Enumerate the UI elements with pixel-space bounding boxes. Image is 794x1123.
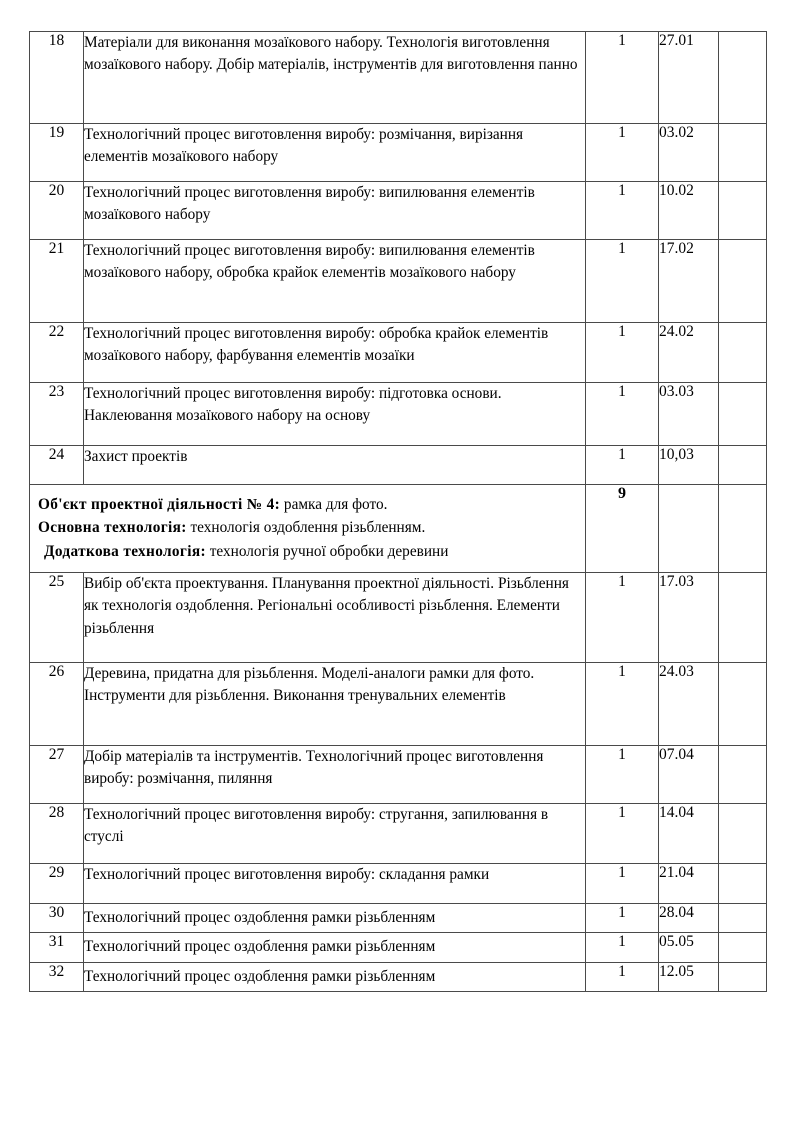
section-heading-cell [30,485,586,573]
row-note-cell [719,383,767,446]
table-row [30,383,767,446]
row-topic-cell: Добір матеріалів та інструментів. Технологічний процес виготовлення виробу: розмічання, пиляння [84,746,586,804]
row-topic-cell: Технологічний процес оздоблення рамки різьбленням [84,962,586,991]
table-section-row [30,485,767,573]
section-heading-label: Основна технологія: [38,519,187,537]
table-row [30,573,767,663]
row-date-cell: 14.04 [659,804,719,864]
section-heading-line [38,516,579,539]
row-number-cell: 29 [30,864,84,904]
row-topic-cell: Технологічний процес виготовлення виробу: підготовка основи. Наклеювання мозаїкового набору на основу [84,383,586,446]
table-row [30,933,767,962]
row-topic-cell: Технологічний процес оздоблення рамки різьбленням [84,933,586,962]
row-note-cell [719,182,767,240]
table-row [30,124,767,182]
row-hours-cell: 1 [586,663,659,746]
row-topic-cell: Технологічний процес виготовлення виробу: обробка крайок елементів мозаїкового набору, фарбування елементів мозаїки [84,323,586,383]
row-topic-cell: Захист проектів [84,446,586,485]
row-number-cell: 18 [30,32,84,124]
row-note-cell [719,663,767,746]
row-topic-cell: Матеріали для виконання мозаїкового набору. Технологія виготовлення мозаїкового набору. Добір матеріалів, інструментів для виготовлення панно [84,32,586,124]
row-note-cell [719,746,767,804]
section-heading-value: рамка для фото. [280,496,388,514]
row-topic-cell: Технологічний процес виготовлення виробу: випилювання елементів мозаїкового набору, обробка крайок елементів мозаїкового набору [84,240,586,323]
section-heading-line [38,493,579,516]
table-row [30,182,767,240]
plan-table-wrapper [29,31,766,992]
row-date-cell: 28.04 [659,904,719,933]
row-date-cell: 17.03 [659,573,719,663]
section-date-cell [659,485,719,573]
row-topic-cell: Вибір об'єкта проектування. Планування проектної діяльності. Різьблення як технологія оздоблення. Регіональні особливості різьблення. Елементи різьблення [84,573,586,663]
row-date-cell: 24.03 [659,663,719,746]
row-date-cell: 05.05 [659,933,719,962]
section-hours-cell: 9 [586,485,659,573]
row-date-cell: 27.01 [659,32,719,124]
row-topic-cell: Технологічний процес виготовлення виробу: випилювання елементів мозаїкового набору [84,182,586,240]
row-note-cell [719,573,767,663]
row-date-cell: 12.05 [659,962,719,991]
table-row [30,32,767,124]
row-topic-cell: Технологічний процес виготовлення виробу: стругання, запилювання в стуслі [84,804,586,864]
row-date-cell: 17.02 [659,240,719,323]
row-number-cell: 19 [30,124,84,182]
section-heading-line [38,540,579,563]
row-date-cell: 21.04 [659,864,719,904]
row-hours-cell: 1 [586,383,659,446]
row-number-cell: 26 [30,663,84,746]
section-note-cell [719,485,767,573]
row-hours-cell: 1 [586,182,659,240]
plan-table-body [30,32,767,992]
row-date-cell: 10.02 [659,182,719,240]
row-note-cell [719,933,767,962]
section-heading-label: Додаткова технологія: [44,542,206,560]
table-row [30,804,767,864]
section-heading-value: технологія оздоблення різьбленням. [186,519,426,537]
table-row [30,864,767,904]
table-row [30,962,767,991]
row-number-cell: 24 [30,446,84,485]
row-hours-cell: 1 [586,962,659,991]
table-row [30,446,767,485]
row-number-cell: 25 [30,573,84,663]
row-hours-cell: 1 [586,746,659,804]
table-row [30,663,767,746]
row-number-cell: 32 [30,962,84,991]
row-topic-cell: Технологічний процес виготовлення виробу: складання рамки [84,864,586,904]
row-note-cell [719,323,767,383]
row-hours-cell: 1 [586,933,659,962]
row-note-cell [719,240,767,323]
row-number-cell: 27 [30,746,84,804]
calendar-plan-table [29,31,767,992]
row-number-cell: 21 [30,240,84,323]
table-row [30,323,767,383]
row-hours-cell: 1 [586,323,659,383]
row-note-cell [719,962,767,991]
row-note-cell [719,32,767,124]
row-hours-cell: 1 [586,446,659,485]
row-number-cell: 31 [30,933,84,962]
table-row [30,904,767,933]
table-row [30,240,767,323]
table-row [30,746,767,804]
row-topic-cell: Технологічний процес оздоблення рамки різьбленням [84,904,586,933]
row-hours-cell: 1 [586,573,659,663]
row-hours-cell: 1 [586,240,659,323]
row-topic-cell: Деревина, придатна для різьблення. Моделі-аналоги рамки для фото. Інструменти для різьблення. Виконання тренувальних елементів [84,663,586,746]
row-date-cell: 07.04 [659,746,719,804]
row-hours-cell: 1 [586,124,659,182]
row-note-cell [719,804,767,864]
row-hours-cell: 1 [586,904,659,933]
row-hours-cell: 1 [586,32,659,124]
row-number-cell: 22 [30,323,84,383]
row-note-cell [719,904,767,933]
row-date-cell: 24.02 [659,323,719,383]
row-number-cell: 28 [30,804,84,864]
row-date-cell: 03.03 [659,383,719,446]
row-note-cell [719,124,767,182]
row-note-cell [719,864,767,904]
row-hours-cell: 1 [586,804,659,864]
row-date-cell: 10,03 [659,446,719,485]
row-note-cell [719,446,767,485]
section-heading-value: технологія ручної обробки деревини [205,542,449,560]
row-topic-cell: Технологічний процес виготовлення виробу: розмічання, вирізання елементів мозаїкового набору [84,124,586,182]
row-number-cell: 20 [30,182,84,240]
row-number-cell: 30 [30,904,84,933]
section-heading-label: Об'єкт проектної діяльності № 4: [38,496,281,514]
row-hours-cell: 1 [586,864,659,904]
row-number-cell: 23 [30,383,84,446]
row-date-cell: 03.02 [659,124,719,182]
